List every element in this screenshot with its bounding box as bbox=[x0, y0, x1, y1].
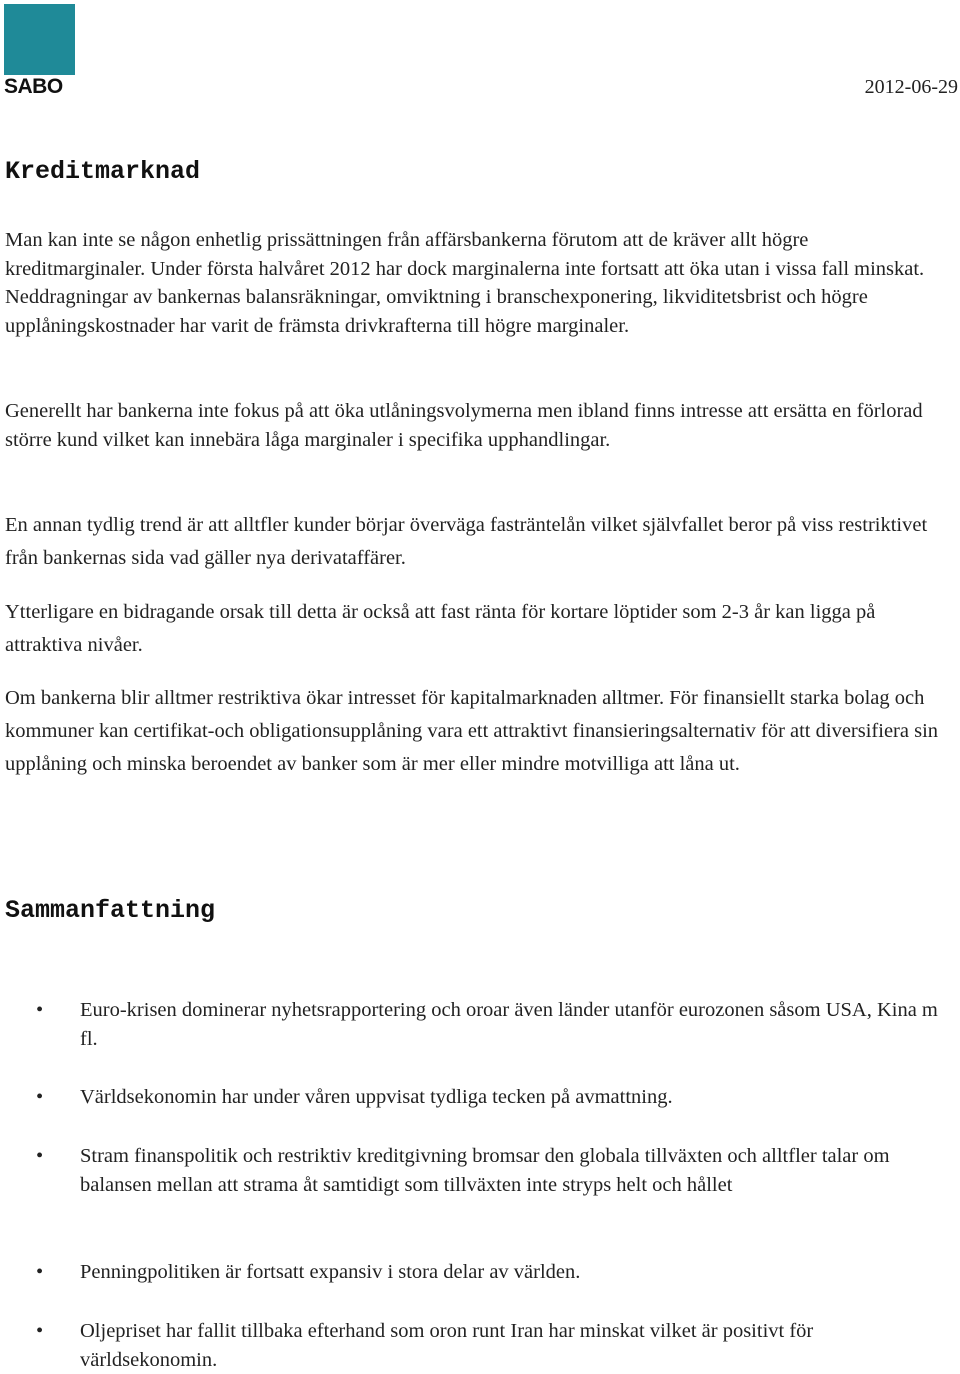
list-item-text: Euro-krisen dominerar nyhetsrapportering och oroar även länder utanför eurozonen såsom USA, Kina m fl. bbox=[80, 999, 938, 1050]
paragraph-5: Om bankerna blir alltmer restriktiva ökar intresset för kapitalmarknaden alltmer. För finansiellt starka bolag och kommuner kan certifikat-och obligationsupplåning vara ett attraktivt finansieringsalternativ för att diversifiera sin upplåning och minska beroendet av banker som är mer eller mindre motvilliga att låna ut. bbox=[5, 687, 939, 775]
bullet-icon: • bbox=[36, 1086, 44, 1108]
list-item-text: Världsekonomin har under våren uppvisat tydliga tecken på avmattning. bbox=[80, 1086, 673, 1108]
section-title-kreditmarknad: Kreditmarknad bbox=[5, 157, 201, 186]
list-item-text: Stram finanspolitik och restriktiv kreditgivning bromsar den globala tillväxten och alltfler talar om balansen mellan att strama åt samtidigt som tillväxten inte stryps helt och hållet bbox=[80, 1145, 890, 1196]
document-date: 2012-06-29 bbox=[864, 76, 958, 98]
bullet-icon: • bbox=[36, 1261, 44, 1283]
paragraph-2: Generellt har bankerna inte fokus på att öka utlåningsvolymerna men ibland finns intresse att ersätta en förlorad större kund vilket kan innebära låga marginaler i specifika upphandlingar. bbox=[5, 400, 923, 451]
bullet-icon: • bbox=[36, 1145, 44, 1167]
bullet-icon: • bbox=[36, 999, 44, 1021]
list-item-text: Oljepriset har fallit tillbaka efterhand som oron runt Iran har minskat vilket är positivt för världsekonomin. bbox=[80, 1320, 814, 1371]
logo-square-icon bbox=[4, 4, 75, 75]
list-item-text: Penningpolitiken är fortsatt expansiv i stora delar av världen. bbox=[80, 1261, 581, 1283]
paragraph-4: Ytterligare en bidragande orsak till detta är också att fast ränta för kortare löptider som 2-3 år kan ligga på attraktiva nivåer. bbox=[5, 601, 876, 656]
paragraph-1: Man kan inte se någon enhetlig prissättningen från affärsbankerna förutom att de kräver allt högre kreditmarginaler. Under första halvåret 2012 har dock marginalerna inte fortsatt att öka utan i vissa fall minskat. Neddragningar av bankernas balansräkningar, omviktning i branschexponering, likviditetsbrist och högre upplåningskostnader har varit de främsta drivkrafterna till högre marginaler. bbox=[5, 229, 925, 337]
sabo-logo bbox=[4, 4, 76, 97]
section-title-sammanfattning: Sammanfattning bbox=[5, 896, 216, 925]
paragraph-3: En annan tydlig trend är att alltfler kunder börjar överväga fasträntelån vilket självfallet beror på viss restriktivet från bankernas sida vad gäller nya derivataffärer. bbox=[5, 514, 928, 569]
bullet-icon: • bbox=[36, 1320, 44, 1342]
logo-text: SABO bbox=[4, 75, 63, 98]
